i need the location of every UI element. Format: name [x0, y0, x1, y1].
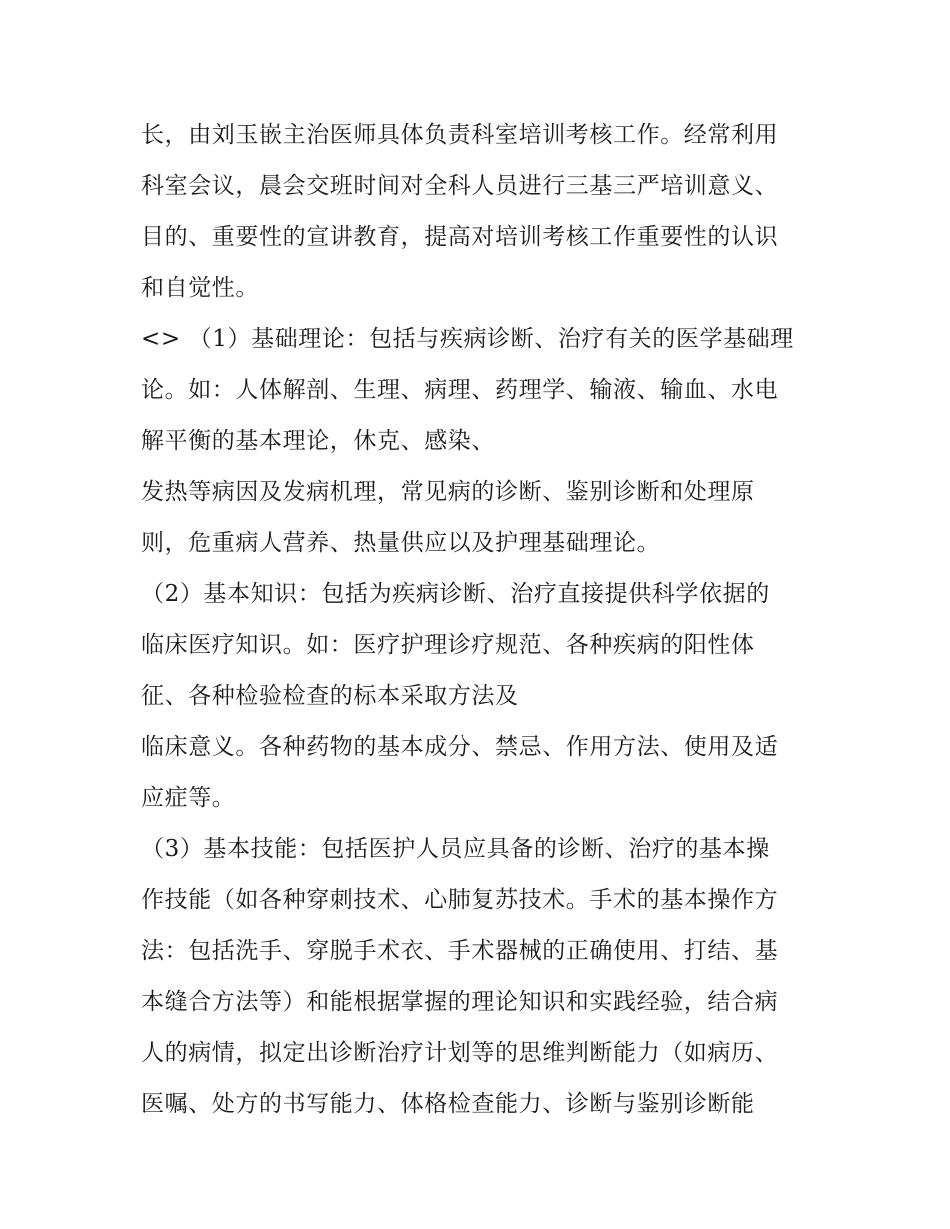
text-line: 长，由刘玉嵌主治医师具体负责科室培训考核工作。经常利用	[141, 122, 779, 148]
text-line: （3）基本技能：包括医护人员应具备的诊断、治疗的基本操	[141, 836, 770, 862]
text-line: 解平衡的基本理论，休克、感染、	[141, 428, 495, 454]
text-line: 和自觉性。	[141, 275, 259, 301]
text-line: 科室会议，晨会交班时间对全科人员进行三基三严培训意义、	[141, 173, 779, 199]
text-line: <> （1）基础理论：包括与疾病诊断、治疗有关的医学基础理	[141, 326, 794, 352]
text-line: 人的病情，拟定出诊断治疗计划等的思维判断能力（如病历、	[141, 1040, 779, 1066]
text-line: 临床医疗知识。如：医疗护理诊疗规范、各种疾病的阳性体	[141, 632, 755, 658]
document-body	[141, 110, 821, 1130]
text-line: 发热等病因及发病机理，常见病的诊断、鉴别诊断和处理原	[141, 479, 755, 505]
text-line: 征、各种检验检查的标本采取方法及	[141, 683, 519, 709]
text-line: 作技能（如各种穿刺技术、心肺复苏技术。手术的基本操作方	[141, 887, 779, 913]
text-line: 医嘱、处方的书写能力、体格检查能力、诊断与鉴别诊断能	[141, 1091, 755, 1117]
text-line: 临床意义。各种药物的基本成分、禁忌、作用方法、使用及适	[141, 734, 779, 760]
text-line: 则，危重病人营养、热量供应以及护理基础理论。	[141, 530, 661, 556]
text-line: 目的、重要性的宣讲教育，提高对培训考核工作重要性的认识	[141, 224, 779, 250]
text-line: 应症等。	[141, 785, 236, 811]
text-line: 论。如：人体解剖、生理、病理、药理学、输液、输血、水电	[141, 377, 779, 403]
text-line: 法：包括洗手、穿脱手术衣、手术器械的正确使用、打结、基	[141, 938, 779, 964]
text-line: 本缝合方法等）和能根据掌握的理论知识和实践经验，结合病	[141, 989, 779, 1015]
text-line: （2）基本知识：包括为疾病诊断、治疗直接提供科学依据的	[141, 581, 770, 607]
